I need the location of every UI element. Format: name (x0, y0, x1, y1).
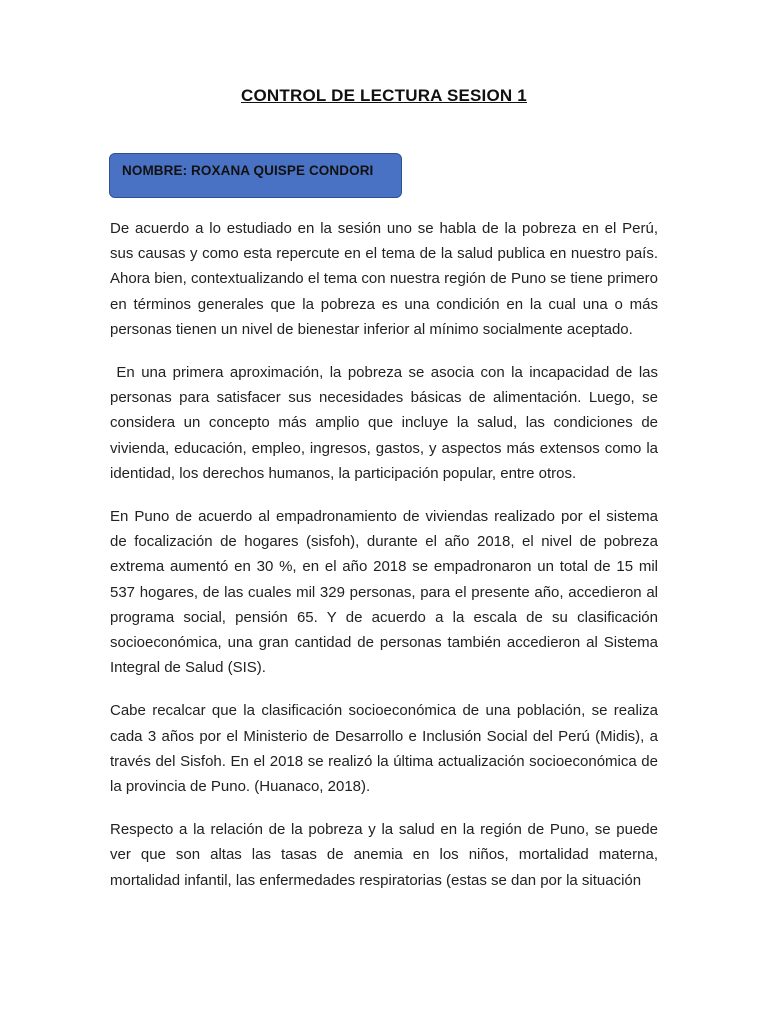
student-name-label: NOMBRE: ROXANA QUISPE CONDORI (122, 163, 374, 178)
paragraph: De acuerdo a lo estudiado en la sesión uno se habla de la pobreza en el Perú, sus causas y como esta repercute en el tema de la salud publica en nuestro país. Ahora bien, contextualizando el tema con nuestra región de Puno se tiene primero en términos generales que la pobreza es una condición en la cual una o más personas tienen un nivel de bienestar inferior al mínimo socialmente aceptado. (110, 220, 658, 338)
document-body (110, 216, 658, 911)
document-title: CONTROL DE LECTURA SESION 1 (241, 86, 527, 105)
paragraph: En Puno de acuerdo al empadronamiento de viviendas realizado por el sistema de focalización de hogares (sisfoh), durante el año 2018, el nivel de pobreza extrema aumentó en 30 %, en el año 2018 se empadronaron un total de 15 mil 537 hogares, de las cuales mil 329 personas, para el presente año, accedieron al programa social, pensión 65. Y de acuerdo a la escala de su clasificación socioeconómica, una gran cantidad de personas también accedieron al Sistema Integral de Salud (SIS). (110, 508, 658, 677)
paragraph: En una primera aproximación, la pobreza se asocia con la incapacidad de las personas para satisfacer sus necesidades básicas de alimentación. Luego, se considera un concepto más amplio que incluye la salud, las condiciones de vivienda, educación, empleo, ingresos, gastos, y aspectos más extensos como la identidad, los derechos humanos, la participación popular, entre otros. (110, 364, 658, 482)
paragraph: Cabe recalcar que la clasificación socioeconómica de una población, se realiza cada 3 años por el Ministerio de Desarrollo e Inclusión Social del Perú (Midis), a través del Sisfoh. En el 2018 se realizó la última actualización socioeconómica de la provincia de Puno. (Huanaco, 2018). (110, 702, 658, 796)
student-name-box (109, 153, 402, 198)
paragraph: Respecto a la relación de la pobreza y la salud en la región de Puno, se puede ver que son altas las tasas de anemia en los niños, mortalidad materna, mortalidad infantil, las enfermedades respiratorias (estas se dan por la situación (110, 821, 658, 889)
